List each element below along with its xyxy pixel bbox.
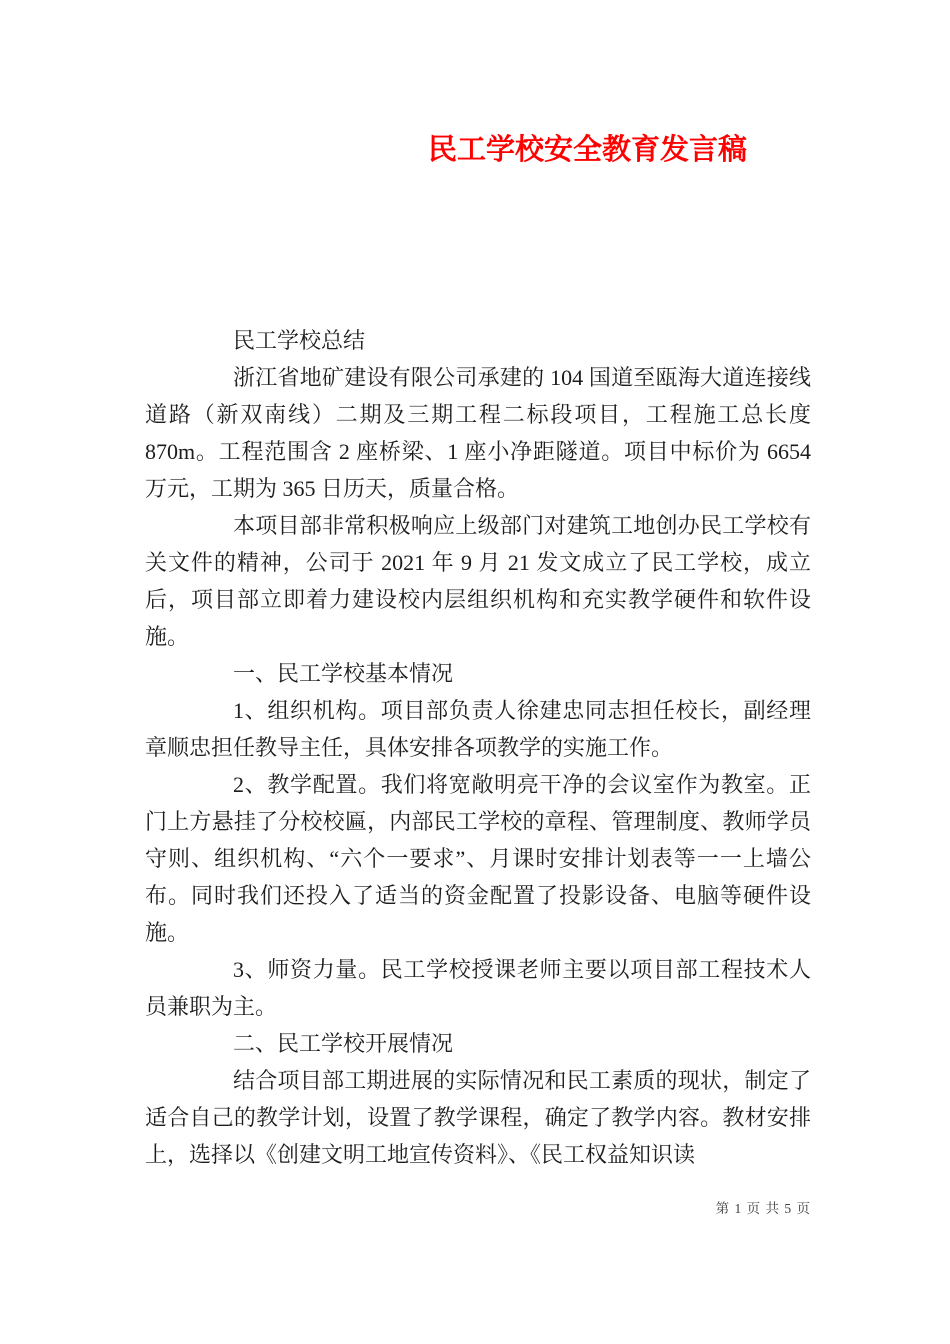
paragraph: 浙江省地矿建设有限公司承建的 104 国道至瓯海大道连接线道路（新双南线）二期及三期工程二标段项目，工程施工总长度 870m。工程范围含 2 座桥梁、1 座小净距隧道。项目中标价为 6654 万元，工期为 365 日历天，质量合格。 [145,365,811,501]
paragraph: 2、教学配置。我们将宽敞明亮干净的会议室作为教室。正门上方悬挂了分校校匾，内部民工学校的章程、管理制度、教师学员守则、组织机构、“六个一要求”、月课时安排计划表等一一上墙公布。同时我们还投入了适当的资金配置了投影设备、电脑等硬件设施。 [145,772,811,945]
paragraph: 3、师资力量。民工学校授课老师主要以项目部工程技术人员兼职为主。 [145,957,811,1019]
paragraph: 1、组织机构。项目部负责人徐建忠同志担任校长，副经理章顺忠担任教导主任，具体安排各项教学的实施工作。 [145,698,811,760]
paragraph-subtitle: 民工学校总结 [233,328,366,353]
paragraph: 本项目部非常积极响应上级部门对建筑工地创办民工学校有关文件的精神，公司于 2021 年 9 月 21 发文成立了民工学校，成立后，项目部立即着力建设校内层组织机构和充实教学硬件和软件设施。 [145,513,811,649]
page-number-footer: 第 1 页 共 5 页 [715,1201,811,1216]
section-heading-2: 二、民工学校开展情况 [233,1031,454,1056]
document-body [145,322,811,1173]
document-title: 民工学校安全教育发言稿 [428,134,748,166]
paragraph: 结合项目部工期进展的实际情况和民工素质的现状，制定了适合自己的教学计划，设置了教学课程，确定了教学内容。教材安排上，选择以《创建文明工地宣传资料》、《民工权益知识读 [145,1068,811,1167]
section-heading-1: 一、民工学校基本情况 [233,661,454,686]
